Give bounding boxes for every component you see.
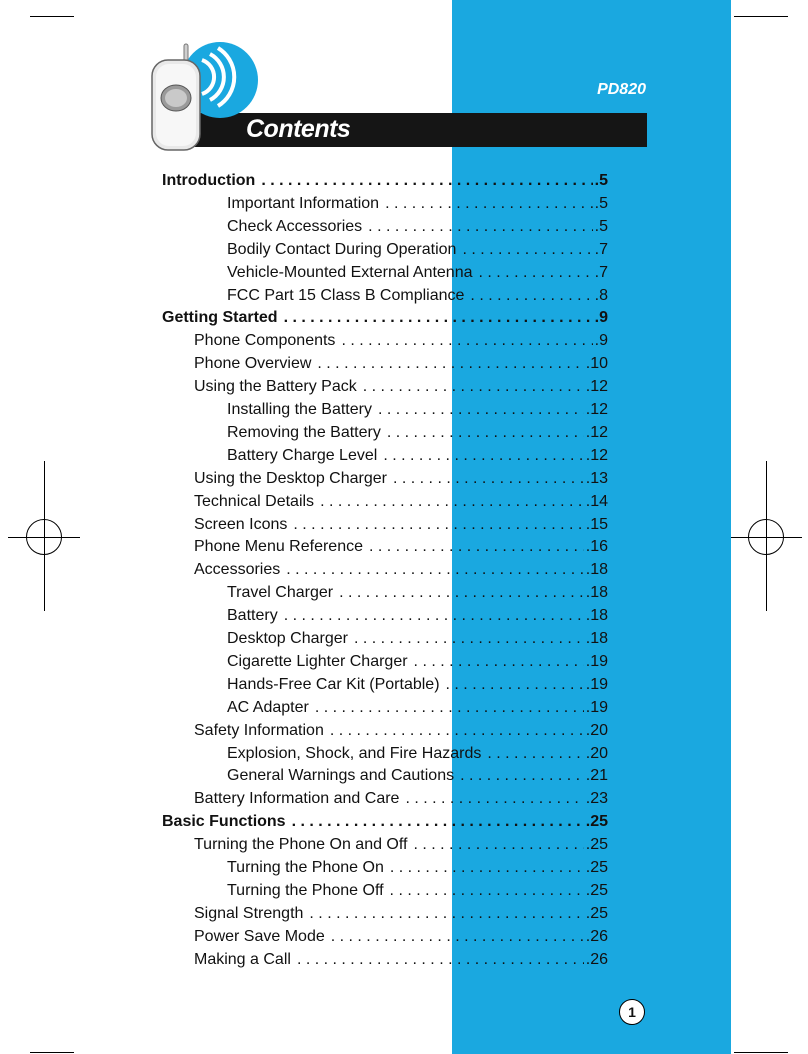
toc-entry[interactable]: [194, 951, 608, 974]
toc-entry[interactable]: [227, 218, 608, 241]
toc-entry[interactable]: [162, 309, 608, 332]
crop-mark: [30, 16, 74, 17]
toc-entry-title: Safety Information: [194, 721, 324, 739]
toc-leader-dots: [387, 424, 584, 442]
toc-entry-page: .7: [594, 263, 608, 281]
toc-entry[interactable]: [194, 470, 608, 493]
toc-entry-page: .25: [585, 859, 608, 876]
toc-leader-dots: [330, 722, 584, 740]
toc-entry-page: .5: [594, 172, 608, 189]
toc-leader-dots: [363, 378, 584, 396]
toc-entry-page: .9: [594, 332, 608, 350]
toc-leader-dots: [297, 951, 584, 969]
toc-entry[interactable]: [194, 561, 608, 584]
toc-entry-page: .19: [585, 675, 608, 693]
toc-entry[interactable]: [162, 813, 608, 836]
toc-entry[interactable]: [227, 699, 608, 722]
toc-entry-title: AC Adapter: [227, 698, 309, 716]
toc-entry-page: .25: [585, 813, 608, 831]
toc-entry-page: .18: [585, 630, 608, 647]
toc-entry-page: .26: [585, 927, 608, 945]
model-name: PD820: [597, 81, 646, 98]
toc-entry-title: Desktop Charger: [227, 630, 348, 647]
toc-leader-dots: [460, 767, 584, 785]
toc-entry-page: .15: [585, 515, 608, 533]
toc-leader-dots: [320, 493, 584, 511]
toc-entry-title: Turning the Phone Off: [227, 881, 384, 899]
toc-leader-dots: [315, 699, 584, 717]
toc-leader-dots: [369, 538, 584, 556]
toc-leader-dots: [446, 676, 584, 694]
toc-entry-title: FCC Part 15 Class B Compliance: [227, 286, 465, 304]
toc-entry-page: .12: [585, 446, 608, 464]
toc-entry-title: Turning the Phone On and Off: [194, 836, 408, 854]
toc-leader-dots: [487, 745, 583, 763]
toc-entry[interactable]: [227, 241, 608, 264]
toc-entry[interactable]: [227, 653, 608, 676]
toc-entry-title: Battery Information and Care: [194, 790, 400, 808]
toc-leader-dots: [339, 584, 584, 602]
toc-entry-title: Accessories: [194, 561, 281, 579]
toc-entry-title: Travel Charger: [227, 584, 334, 602]
toc-entry[interactable]: [194, 378, 608, 401]
toc-leader-dots: [293, 516, 583, 534]
toc-entry-page: .13: [585, 469, 608, 487]
toc-entry[interactable]: [227, 264, 608, 287]
crop-mark: [734, 1052, 788, 1053]
toc-leader-dots: [309, 905, 583, 923]
crop-mark: [30, 1052, 74, 1053]
toc-entry[interactable]: [227, 745, 608, 768]
toc-entry-page: .25: [585, 881, 608, 899]
toc-entry[interactable]: [227, 287, 608, 310]
toc-entry-page: .18: [585, 584, 608, 602]
toc-entry[interactable]: [194, 836, 608, 859]
toc-entry-page: .7: [594, 240, 608, 258]
toc-leader-dots: [378, 401, 584, 419]
toc-entry[interactable]: [194, 332, 608, 355]
toc-leader-dots: [405, 790, 583, 808]
toc-leader-dots: [286, 561, 584, 579]
toc-entry-page: .20: [585, 721, 608, 739]
toc-entry[interactable]: [194, 722, 608, 745]
toc-leader-dots: [284, 309, 593, 327]
toc-entry-page: .23: [585, 790, 608, 808]
toc-entry-page: .8: [594, 286, 608, 304]
toc-entry[interactable]: [227, 401, 608, 424]
toc-leader-dots: [393, 470, 584, 488]
toc-entry[interactable]: [194, 538, 608, 561]
flip-phone-icon: [148, 40, 258, 157]
toc-entry[interactable]: [227, 676, 608, 699]
toc-leader-dots: [390, 859, 584, 877]
toc-leader-dots: [479, 264, 593, 282]
toc-entry-title: Turning the Phone On: [227, 859, 384, 876]
toc-entry-title: Using the Desktop Charger: [194, 469, 387, 487]
toc-entry-title: Important Information: [227, 194, 380, 212]
toc-entry-page: .21: [585, 767, 608, 785]
toc-leader-dots: [413, 836, 583, 854]
toc-entry-title: Battery: [227, 607, 278, 625]
toc-entry-title: Battery Charge Level: [227, 446, 378, 464]
toc-leader-dots: [390, 882, 584, 900]
toc-entry-title: Cigarette Lighter Charger: [227, 652, 408, 670]
page-number: 1: [619, 999, 645, 1025]
toc-entry[interactable]: [227, 584, 608, 607]
toc-entry-page: .19: [585, 652, 608, 670]
toc-entry-title: Screen Icons: [194, 515, 288, 533]
toc-entry-page: .5: [594, 217, 608, 235]
toc-entry[interactable]: [227, 447, 608, 470]
toc-entry[interactable]: [194, 928, 608, 951]
toc-entry-title: Hands-Free Car Kit (Portable): [227, 675, 440, 693]
page-title: Contents: [246, 115, 351, 143]
toc-entry-title: Signal Strength: [194, 904, 304, 922]
toc-entry-page: .9: [594, 309, 608, 327]
toc-entry-page: .5: [594, 194, 608, 212]
toc-leader-dots: [462, 241, 592, 259]
toc-entry[interactable]: [227, 882, 608, 905]
toc-entry-page: .12: [585, 378, 608, 396]
toc-entry[interactable]: [227, 767, 608, 790]
toc-entry-title: Getting Started: [162, 309, 278, 327]
toc-entry[interactable]: [194, 516, 608, 539]
toc-entry[interactable]: [194, 493, 608, 516]
toc-entry-title: Removing the Battery: [227, 423, 381, 441]
crop-mark: [734, 16, 788, 17]
toc-leader-dots: [470, 287, 592, 305]
toc-entry-page: .12: [585, 401, 608, 418]
toc-entry-page: .25: [585, 836, 608, 854]
toc-entry[interactable]: [194, 355, 608, 378]
toc-entry-page: .26: [585, 950, 608, 968]
toc-entry-page: .20: [585, 744, 608, 762]
toc-entry-page: .16: [585, 538, 608, 556]
toc-entry[interactable]: [162, 172, 608, 195]
toc-leader-dots: [414, 653, 584, 671]
toc-entry-title: Phone Overview: [194, 355, 312, 373]
toc-leader-dots: [261, 172, 592, 190]
toc-entry-title: Check Accessories: [227, 217, 363, 235]
toc-entry-title: Power Save Mode: [194, 927, 325, 945]
toc-entry[interactable]: [227, 630, 608, 653]
toc-entry[interactable]: [227, 424, 608, 447]
toc-entry-page: .25: [585, 904, 608, 922]
toc-leader-dots: [292, 813, 584, 831]
toc-leader-dots: [385, 195, 593, 213]
toc-entry-title: Vehicle-Mounted External Antenna: [227, 263, 473, 281]
toc-entry[interactable]: [194, 790, 608, 813]
toc-leader-dots: [331, 928, 584, 946]
toc-leader-dots: [284, 607, 584, 625]
toc-entry-page: .18: [585, 561, 608, 579]
toc-leader-dots: [354, 630, 584, 648]
toc-entry-title: Explosion, Shock, and Fire Hazards: [227, 744, 482, 762]
toc-entry-title: General Warnings and Cautions: [227, 767, 455, 785]
toc-entry-page: .18: [585, 607, 608, 625]
toc-entry-title: Phone Menu Reference: [194, 538, 363, 556]
toc-entry-title: Using the Battery Pack: [194, 378, 357, 396]
toc-entry[interactable]: [227, 607, 608, 630]
toc-entry-title: Technical Details: [194, 492, 315, 510]
toc-entry[interactable]: [227, 859, 608, 882]
toc-entry-title: Introduction: [162, 172, 256, 189]
toc-entry-page: .14: [585, 492, 608, 510]
toc-entry[interactable]: [194, 905, 608, 928]
toc-entry-page: .19: [585, 698, 608, 716]
toc-leader-dots: [383, 447, 583, 465]
toc-entry-title: Phone Components: [194, 332, 336, 350]
toc-entry-title: Making a Call: [194, 950, 291, 968]
toc-leader-dots: [317, 355, 583, 373]
toc-entry-page: .12: [585, 423, 608, 441]
toc-entry[interactable]: [227, 195, 608, 218]
toc-entry-title: Installing the Battery: [227, 401, 372, 418]
toc-entry-title: Bodily Contact During Operation: [227, 240, 457, 258]
toc-leader-dots: [368, 218, 592, 236]
toc-entry-title: Basic Functions: [162, 813, 286, 831]
toc-leader-dots: [341, 332, 592, 350]
toc-entry-page: .10: [585, 355, 608, 373]
